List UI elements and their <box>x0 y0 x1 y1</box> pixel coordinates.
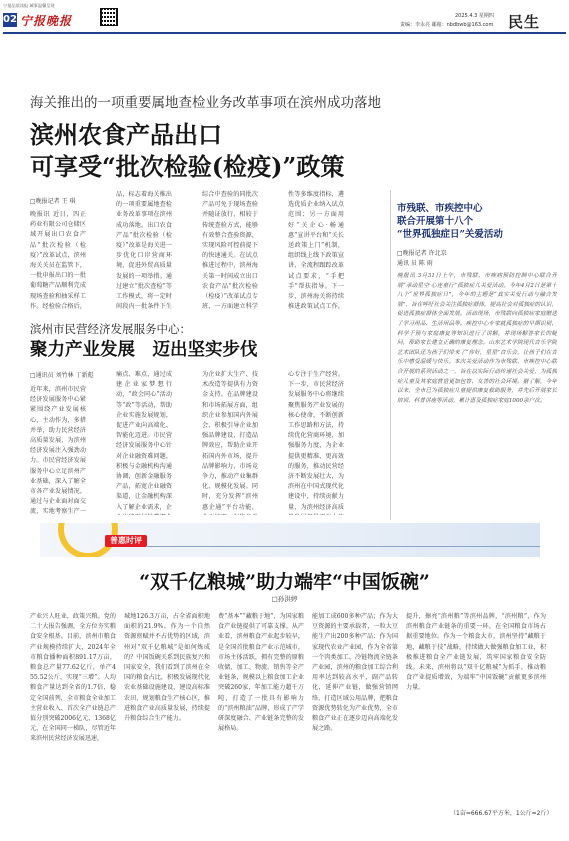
side-story-title-line2: 联合开展第十八个 <box>397 216 474 227</box>
story1-kicker: 海关推出的一项重要属地查检业务改革事项在滨州成功落地 <box>30 95 381 111</box>
header-rule <box>3 32 566 34</box>
story2-column-4: 心专注于生产经营。下一步，市民营经济发展服务中心将继续聚焦服务产业发展的核心使命，不断创新工作思路和方法，持续优化营商环境，加强服务力度，为企业提供更精准、更高效的服务，推动民营经济不断发展壮大，为滨州在中国式现代化建设中，持续贡献力量，为滨州经济高质 <box>288 371 344 511</box>
newspaper-logo: 宁报晚报 <box>20 14 73 28</box>
side-story-body: 晚报讯 3月31日上午，市残联、市疾病预防控制中心联合开展“承动星空·心连童行”孤独症儿关爱活动。今年4月2日是第十八个“世界孤独症日”，今年的主题是“真实关爱行动与融合发展”，旨在呼吁社会关注孤独症群体，提高社会对孤独症的认识，促进孤独症群体全面发展。活动现场，市残联向孤独症家庭赠送了学习用品、生活用品等。疾控中心专家就孤独症的早期识别、科学干预与家庭康复等知识进行了讲解，并现场解答家长的疑问，帮助家长建立正确的康复理念。山东艺术学院现代音乐学院艺术团队还为孩子们带来了“你好，星星”音乐会，让孩子们在音乐中感受温暖与快乐。本次关爱活动作为市残联、市疾控中心联合开展的系列活动之一，旨在以实际行动传递社会关爱，为孤独症儿童及其家庭营造更加包容、友善的社会环境。据了解，今年以来，全市已为孤独症儿童提供康复救助服务，并先后开展家长培训、科普讲座等活动，累计惠及孤独症家庭1000余户次。 <box>397 273 557 404</box>
section-name: 民生 <box>508 13 541 31</box>
story3-footnote: （1亩=666.67平方米，1公斤=2斤） <box>450 810 553 817</box>
banner-rule <box>147 546 540 547</box>
side-story-title-line3: “世界孤独症日”关爱活动 <box>397 229 503 240</box>
story2-column-1: 近年来，滨州市民营经济发展服务中心紧紧围绕产业发展核心，主动作为，多措并举，助力民营经济高质量发展，为滨州经济发展注入强劲动力。市民营经济发展服务中心立足滨州产业基础，深入了解全市各产业发展情况，通过与企业面对面交流、实地考察生产一 <box>30 386 86 515</box>
story3-column-2: 城地126.3万亩，占全省面积地面积的21.9%。作为一个自然资源禀赋并不占优势的区域，滨州对“双千亿粮城”是如何炼成的？中国饭碗关系到民族复兴和国家安全，我们看到了滨州在全国的粮食占比，积极发展现代化农业基础设施建设，建设高标准农田，规划粮食生产核心区，推进粮食产业高质量发展，持续提升粮食综合生产能力。 <box>124 613 210 723</box>
qr-code-pattern <box>102 10 116 24</box>
story1-column-4: 性等多维度指标，遴选优质企业纳入试点范围；另一方面用好“关企心·畅通惠”宣讲平台和“关长送政策上门”机制，组织线上线下政策宣讲，全流程跟踪改革试点要求，“手把手”帮扶指导。下一步，滨州海关将持续推进政策试点工作， <box>288 191 344 310</box>
story1-headline-line1: 滨州农食产品出口 <box>30 120 222 149</box>
story2-kicker: 滨州市民营经济发展服务中心： <box>30 322 191 336</box>
commentary-banner <box>40 523 540 557</box>
story2-column-3: 为企业扩大生产、技术改造等提供有力资金支持。在品牌建设和市场拓展方面，组织企业参加国内外展会，积极引导企业加强品牌建设，打造品牌效应，帮助企业开拓国内外市场，提升品牌影响力、市场竞争力，推动产业集群化、规模化发展。同时，充分发挥“滨州惠企通”平台功能， <box>202 371 258 511</box>
side-story-byline-2: 通讯 员 陈 雨 <box>397 260 433 267</box>
issue-date: 2025.4.3 星期四 <box>455 13 494 19</box>
banner-tag: 普惠时评 <box>110 536 142 545</box>
story2-byline: □通讯员 刘竹林 丁新彪 <box>30 372 94 379</box>
side-story-title-line1: 市残联、市疾控中心 <box>397 203 483 214</box>
story1-column-2: 品，标志着海关推出的一项重要属地查检业务改革事项在滨州成功落地。出口农食产品“批次检验（检疫）”改革是海关进一步优化口岸营商环境、促进外贸高质量发展的一项举措。通过建立“批次查检”等工作模式，将一定时间段内一批条件下生 <box>116 191 172 310</box>
story1-headline-line2: 可享受“批次检验(检疫)”政策 <box>30 152 345 181</box>
story1-column-3: 综合中查验的同批次产品可免于现场查验并随证放行，相较于传统查验方式，能够有效整合查验资源，实现风险可控前提下的快速通关。在试点推进过程中，滨州海关第一时间成立出口农食产品“批次检验（检疫）”改革试点专班，一方面建立科学 <box>202 191 258 310</box>
story3-column-3: 费“基本”“藏粮于地”，为国家粮食产业链提供了可靠支撑。从产业看，滨州粮食产业起步较早，是全国首批粮食产业示范城市，市场主体活跃，拥有完整的原粮收储、加工、物流、销售等全产业链条，规模以上粮食加工企业突破260家，年加工能力超千万吨，打造了一批具有影响力的“滨州粮油”品牌，形成了产学研深度融合、产业链条完整的发展格局。 <box>218 613 304 733</box>
story1-byline: □晚报记者 王 琪 <box>30 198 76 205</box>
story3-column-1: 产业兴人旺业，政策兴粮。党的二十大报告强调，全方位夯实粮食安全根基。目前，滨州市粮食产业规模持续扩大，2024年全市粮食播种面积891.17万亩，粮食总产量77.62亿斤，单产455.52公斤，实现“三增”。人均粮食产量达到全省的1.7倍，稳定全国前列，全市粮食全业加工主营业收入、首次全产业链总产值分别突破2006亿元、1368亿元，在全国同一梯队，尽管近年来滨州民营经济发展迅速， <box>30 613 116 743</box>
story3-headline: “双千亿粮城”助力端牢“中国饭碗” <box>139 571 430 593</box>
story3-column-5: 提升，擦亮“滨州粮”等滨州品牌，“滨州粮”，作为滨州粮食产业链条的重要一环，在全国粮食市场占据重要地位。作为一个粮食大市，滨州坚持“藏粮于地、藏粮于技”战略，持续做大做强粮食加工业，积极推进粮食全产业链发展，筑牢国家粮食安全防线。未来，滨州将以“双千亿粮城”为抓手，推动粮食产业提质增效，为端牢“中国饭碗”贡献更多滨州力量。 <box>406 613 546 692</box>
story3-byline: □孙洪婷 <box>271 595 298 603</box>
story1-column-1: 晚报讯 近日，四正药业有限公司仓储区域开展出口农食产品“批次检验（检疫）”改革试点，滨州海关关员在监管下，一批申报出口的一批葡萄糖产品顺利完成现场查验和抽采样工作。经检验合格后， <box>30 211 86 310</box>
side-story-byline-1: □晚报记者 许北京 <box>397 250 447 257</box>
header-tagline: 宁报品质读报 城事温馨呈现 <box>3 3 55 8</box>
page-number: 02 <box>3 14 17 25</box>
story2-column-2: 痛点、难点，通过成建企业家梦想行动，“政会同心”活动等“政”等活动，帮助企业实施发展规划，促进产业向高端化、智能化迈进。市民营经济发展服务中心针对企业融资难问题，积极与金融机构沟通协调，创新金融服务产品，拓宽企业融资渠道，让金融机构深入了解企业需求，企 <box>116 371 172 511</box>
story3-column-4: 能加工成600多种产品；作为大豆资源的主要承载者，一粒大豆能生产出200多种产品；作为国家现代农业产业园，作为全省第一个肉类加工、冷链物流全链条产业园，滨州的粮食加工综合利用率达到较高水平，副产品转化，延伸产业链，做强营销网络，打造区域公用品牌，把粮食资源优势转化为产业优势，全市粮食产业正在逐步迈向高端化发展之路。 <box>312 613 398 733</box>
story2-headline: 聚力产业发展 迈出坚实步伐 <box>30 340 258 360</box>
editor-info: 责编：李永亮 邮箱：nbdbwb@163.com <box>400 22 494 28</box>
side-column-divider <box>390 190 391 520</box>
